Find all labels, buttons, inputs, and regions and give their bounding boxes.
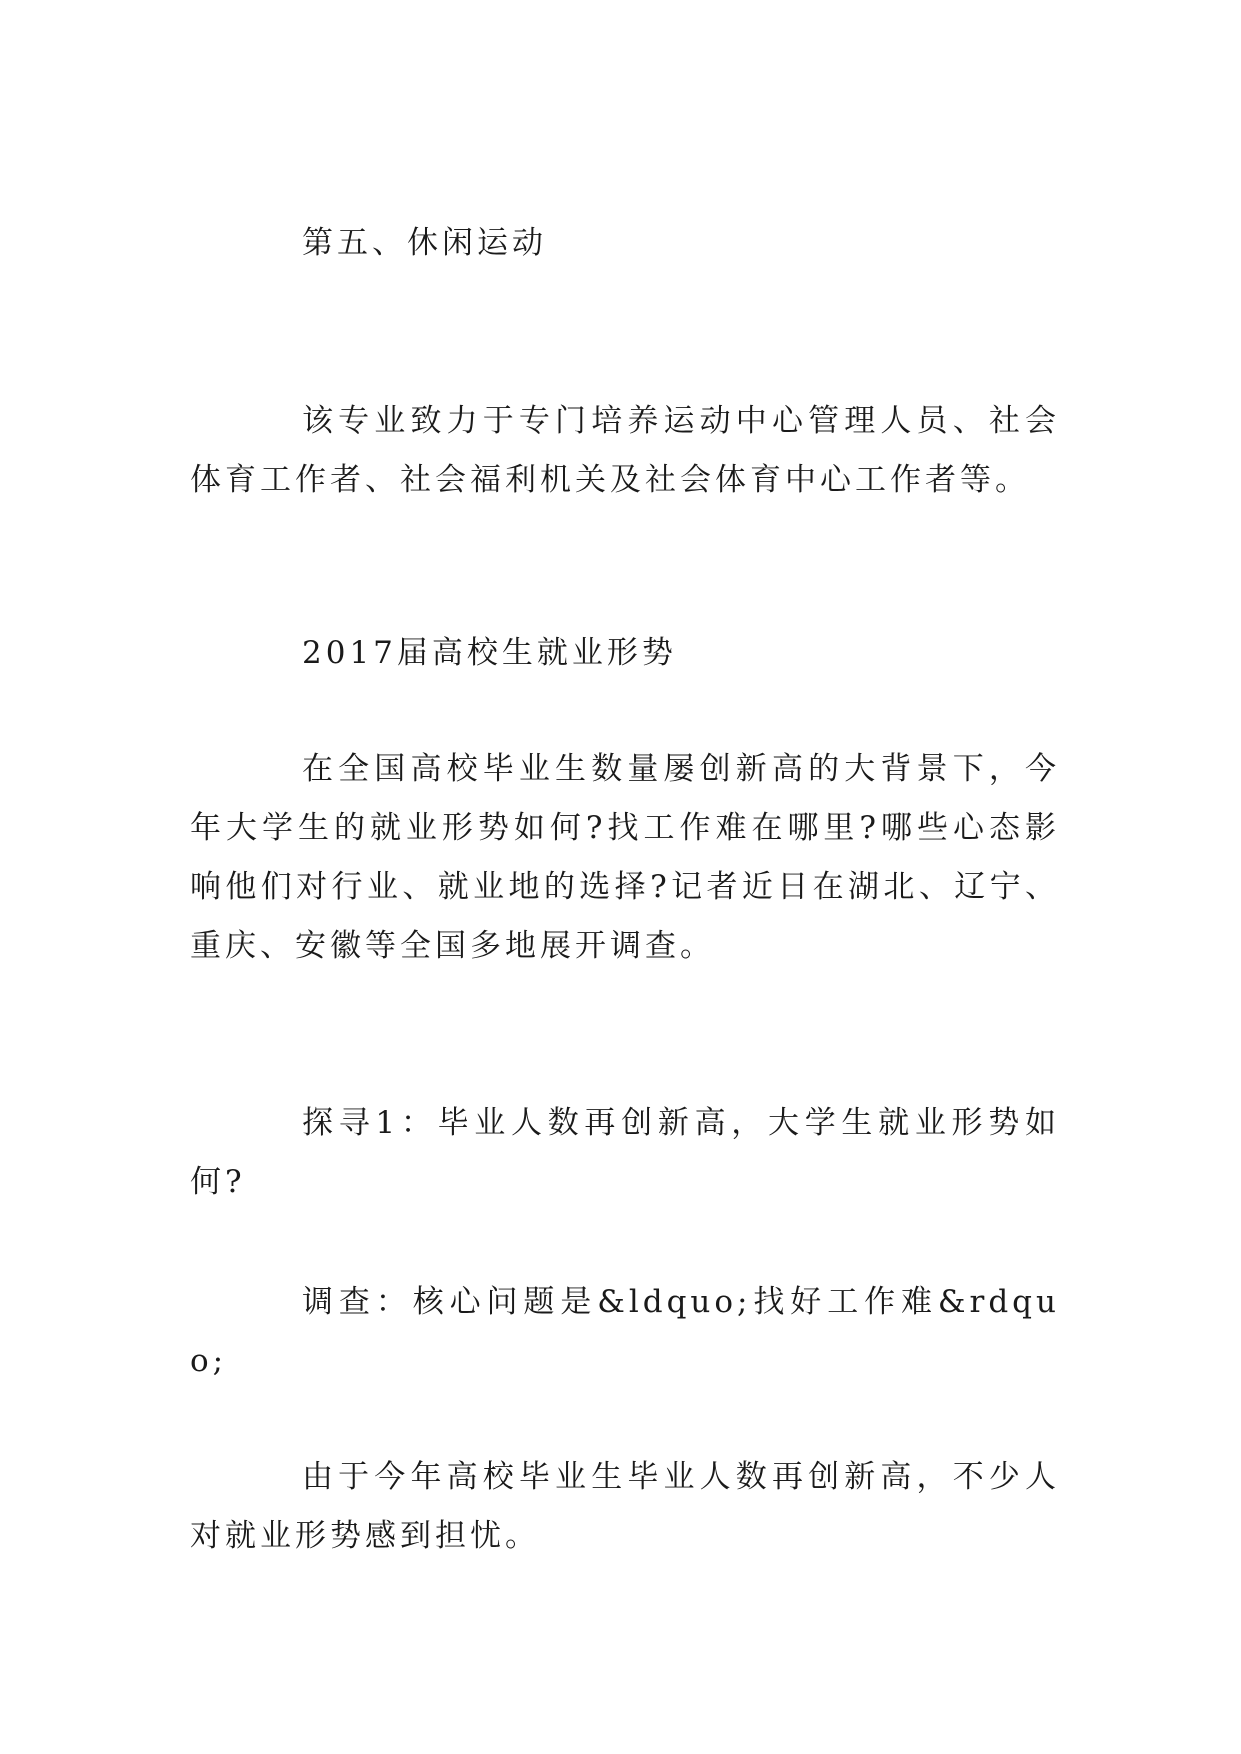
subheading-explore-1: 探寻1：毕业人数再创新高，大学生就业形势如何? <box>190 1105 1060 1200</box>
section-heading-leisure-sports: 第五、休闲运动 <box>302 225 547 261</box>
subheading-survey: 调查：核心问题是&ldquo;找好工作难&rdquo; <box>190 1284 1060 1379</box>
paragraph-employment-background: 在全国高校毕业生数量屡创新高的大背景下，今年大学生的就业形势如何?找工作难在哪里?哪些心态影响他们对行业、就业地的选择?记者近日在湖北、辽宁、重庆、安徽等全国多地展开调查。 <box>190 751 1060 964</box>
paragraph-graduate-concern: 由于今年高校毕业生毕业人数再创新高，不少人对就业形势感到担忧。 <box>190 1459 1060 1554</box>
paragraph-major-description: 该专业致力于专门培养运动中心管理人员、社会体育工作者、社会福利机关及社会体育中心工作者等。 <box>190 403 1060 498</box>
section-heading-employment-2017: 2017届高校生就业形势 <box>302 635 677 671</box>
